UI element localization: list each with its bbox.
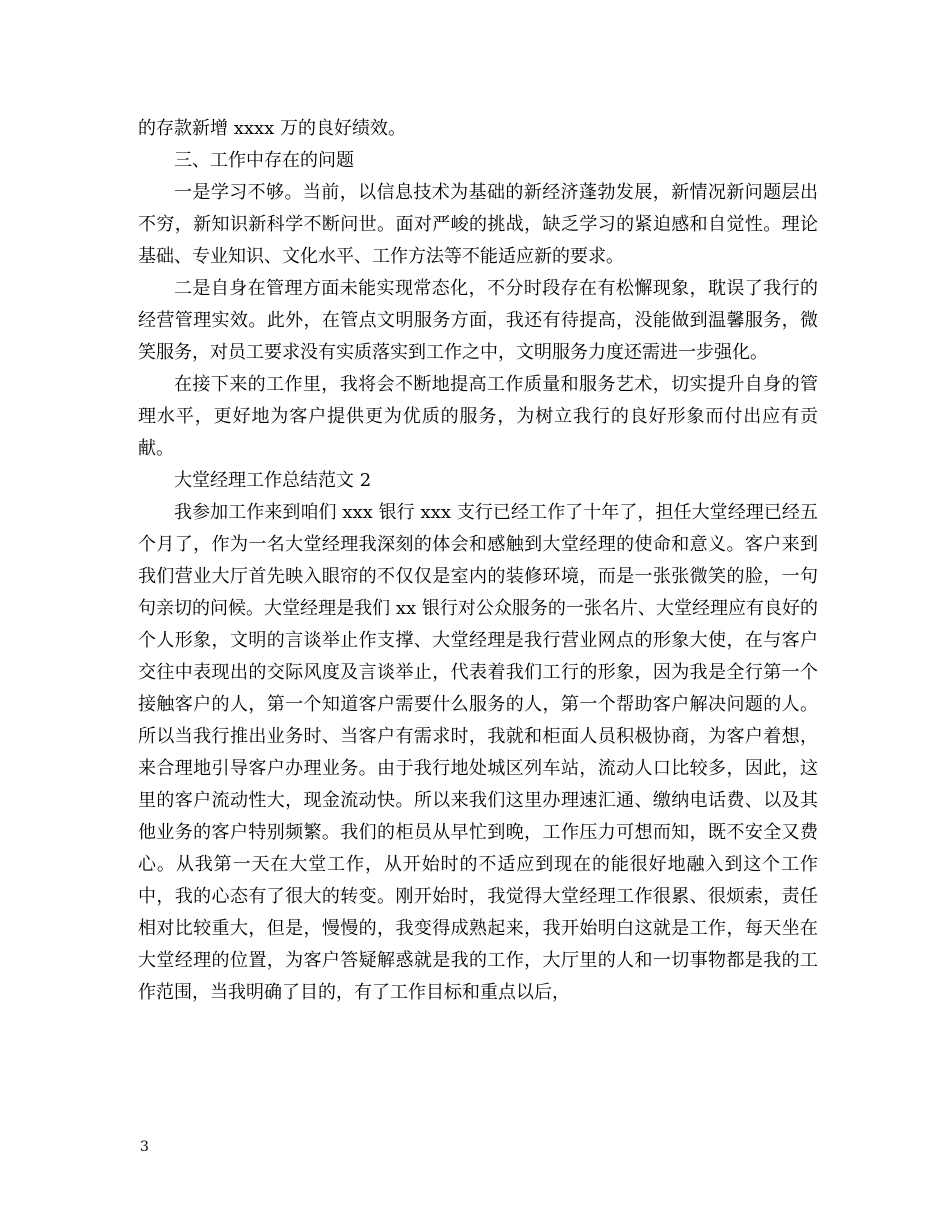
page-number: 3 [140, 1139, 149, 1155]
document-body [138, 113, 818, 1009]
section-heading-sample-2: 大堂经理工作总结范文 2 [174, 470, 372, 491]
paragraph-sample-2-body: 我参加工作来到咱们 xxx 银行 xxx 支行已经工作了十年了，担任大堂经理已经五个月了，作为一名大堂经理我深刻的体会和感触到大堂经理的使命和意义。客户来到我们营业大厅首先映入眼帘的不仅仅是室内的装修环境，而是一张张微笑的脸，一句句亲切的问候。大堂经理是我们 xx 银行对公众服务的一张名片、大堂经理应有良好的个人形象，文明的言谈举止作支撑、大堂经理是我行营业网点的形象大使，在与客户交往中表现出的交际风度及言谈举止，代表着我们工行的形象，因为我是全行第一个接触客户的人，第一个知道客户需要什么服务的人，第一个帮助客户解决问题的人。所以当我行推出业务时、当客户有需求时，我就和柜面人员积极协商，为客户着想，来合理地引导客户办理业务。由于我行地处城区列车站，流动人口比较多，因此，这里的客户流动性大，现金流动快。所以来我们这里办理速汇通、缴纳电话费、以及其他业务的客户特别频繁。我们的柜员从早忙到晚，工作压力可想而知，既不安全又费心。从我第一天在大堂工作，从开始时的不适应到现在的能很好地融入到这个工作中，我的心态有了很大的转变。刚开始时，我觉得大堂经理工作很累、很烦索，责任相对比较重大，但是，慢慢的，我变得成熟起来，我开始明白这就是工作，每天坐在大堂经理的位置，为客户答疑解惑就是我的工作，大厅里的人和一切事物都是我的工作范围，当我明确了目的，有了工作目标和重点以后， [138, 502, 818, 1003]
paragraph-problem-two: 二是自身在管理方面未能实现常态化，不分时段存在有松懈现象，耽误了我行的经营管理实效。此外，在管点文明服务方面，我还有待提高，没能做到温馨服务，微笑服务，对员工要求没有实质落实到工作之中，文明服务力度还需进一步强化。 [138, 278, 818, 363]
section-heading-problems: 三、工作中存在的问题 [174, 150, 354, 171]
paragraph-continuation: 的存款新增 xxxx 万的良好绩效。 [138, 118, 407, 139]
paragraph-next-steps: 在接下来的工作里，我将会不断地提高工作质量和服务艺术，切实提升自身的管理水平，更好地为客户提供更为优质的服务，为树立我行的良好形象而付出应有贡献。 [138, 374, 818, 459]
paragraph-problem-one: 一是学习不够。当前，以信息技术为基础的新经济蓬勃发展，新情况新问题层出不穷，新知识新科学不断问世。面对严峻的挑战，缺乏学习的紧迫感和自觉性。理论基础、专业知识、文化水平、工作方法等不能适应新的要求。 [138, 182, 818, 267]
